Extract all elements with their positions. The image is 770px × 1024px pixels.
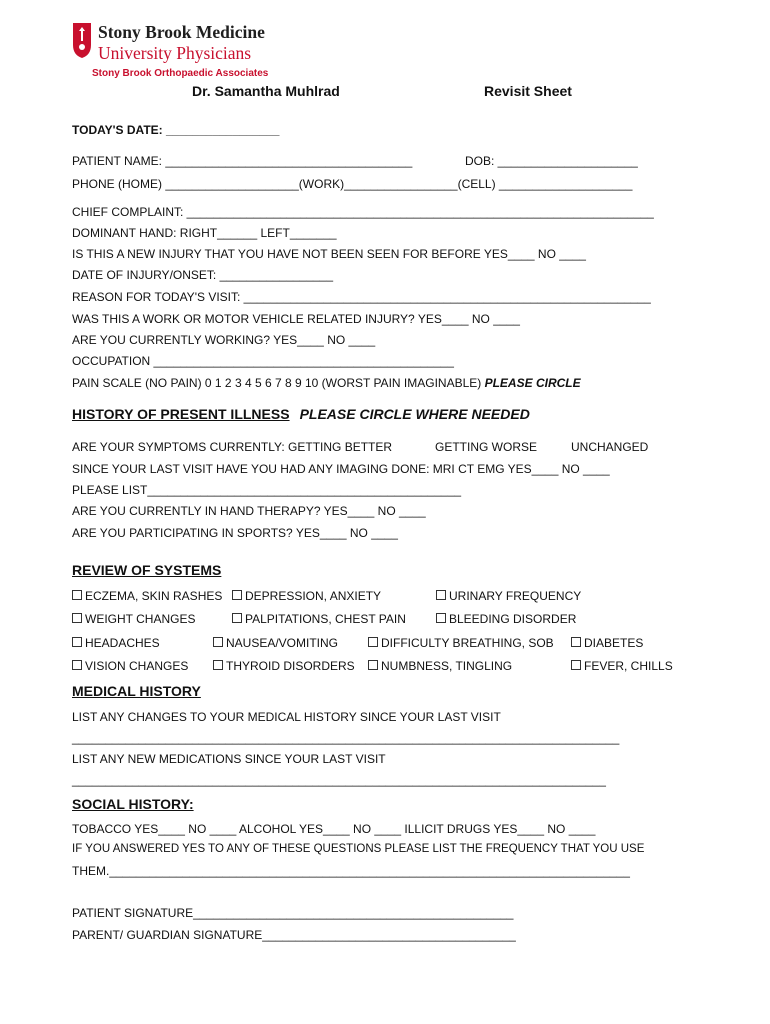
checkbox-icon[interactable] [232, 613, 242, 623]
ros-item[interactable]: HEADACHES [72, 636, 160, 650]
checkbox-icon[interactable] [72, 590, 82, 600]
imaging-list-field[interactable]: PLEASE LIST_______________________________________________ [72, 483, 462, 497]
checkbox-icon[interactable] [232, 590, 242, 600]
hpi-note: PLEASE CIRCLE WHERE NEEDED [299, 406, 530, 422]
history-changes-label: LIST ANY CHANGES TO YOUR MEDICAL HISTORY SINCE YOUR LAST VISIT [72, 710, 501, 724]
practice-name: Stony Brook Orthopaedic Associates [92, 68, 269, 79]
ros-item[interactable]: DIFFICULTY BREATHING, SOB [368, 636, 554, 650]
chief-complaint-field[interactable]: CHIEF COMPLAINT: ______________________________________________________________________ [72, 205, 654, 219]
dominant-hand-field[interactable]: DOMINANT HAND: RIGHT______ LEFT_______ [72, 226, 337, 240]
checkbox-icon[interactable] [213, 660, 223, 670]
patient-name-field[interactable]: PATIENT NAME: _____________________________________ [72, 154, 413, 168]
symptoms-better-option[interactable]: ARE YOUR SYMPTOMS CURRENTLY: GETTING BETTER [72, 440, 393, 454]
ros-item[interactable]: THYROID DISORDERS [213, 659, 355, 673]
frequency-instructions: IF YOU ANSWERED YES TO ANY OF THESE QUESTIONS PLEASE LIST THE FREQUENCY THAT YOU USE [72, 843, 645, 855]
hpi-heading-row [72, 406, 530, 424]
please-circle-note: PLEASE CIRCLE [484, 376, 581, 390]
checkbox-icon[interactable] [72, 637, 82, 647]
injury-date-field[interactable]: DATE OF INJURY/ONSET: _________________ [72, 268, 334, 282]
substance-use-field[interactable]: TOBACCO YES____ NO ____ ALCOHOL YES____ NO ____ ILLICIT DRUGS YES____ NO ____ [72, 822, 596, 836]
work-related-field[interactable]: WAS THIS A WORK OR MOTOR VEHICLE RELATED INJURY? YES____ NO ____ [72, 312, 520, 326]
new-meds-line[interactable]: ________________________________________________________________________________ [72, 773, 606, 787]
occupation-field[interactable]: OCCUPATION _____________________________________________ [72, 354, 454, 368]
currently-working-field[interactable]: ARE YOU CURRENTLY WORKING? YES____ NO ____ [72, 333, 376, 347]
symptoms-unchanged-option[interactable]: UNCHANGED [571, 440, 649, 454]
ros-item[interactable]: DIABETES [571, 636, 643, 650]
ros-item[interactable]: WEIGHT CHANGES [72, 612, 195, 626]
ros-item[interactable]: ECZEMA, SKIN RASHES [72, 589, 222, 603]
history-changes-line[interactable]: __________________________________________________________________________________ [72, 731, 620, 745]
checkbox-icon[interactable] [72, 660, 82, 670]
pain-scale-label: PAIN SCALE (NO PAIN) 0 1 2 3 4 5 6 7 8 9 10 (WORST PAIN IMAGINABLE) [72, 376, 485, 390]
ros-item[interactable]: BLEEDING DISORDER [436, 612, 576, 626]
ros-heading: REVIEW OF SYSTEMS [72, 562, 222, 578]
patient-signature-field[interactable]: PATIENT SIGNATURE________________________________________________ [72, 906, 514, 920]
new-meds-label: LIST ANY NEW MEDICATIONS SINCE YOUR LAST VISIT [72, 752, 386, 766]
imaging-field[interactable]: SINCE YOUR LAST VISIT HAVE YOU HAD ANY IMAGING DONE: MRI CT EMG YES____ NO ____ [72, 462, 610, 476]
checkbox-icon[interactable] [571, 637, 581, 647]
checkbox-icon[interactable] [368, 660, 378, 670]
form-title: Revisit Sheet [484, 83, 572, 99]
guardian-signature-field[interactable]: PARENT/ GUARDIAN SIGNATURE______________________________________ [72, 928, 516, 942]
todays-date-field[interactable]: TODAY'S DATE: _________________ [72, 123, 280, 137]
stony-brook-shield-logo [71, 21, 93, 59]
social-history-heading: SOCIAL HISTORY: [72, 796, 194, 812]
doctor-name: Dr. Samantha Muhlrad [192, 83, 340, 99]
checkbox-icon[interactable] [213, 637, 223, 647]
checkbox-icon[interactable] [571, 660, 581, 670]
brand-subname: University Physicians [98, 43, 252, 63]
visit-reason-field[interactable]: REASON FOR TODAY'S VISIT: _____________________________________________________________ [72, 290, 651, 304]
medical-history-heading: MEDICAL HISTORY [72, 683, 201, 699]
brand-name: Stony Brook Medicine [98, 22, 265, 42]
checkbox-icon[interactable] [72, 613, 82, 623]
dob-field[interactable]: DOB: _____________________ [465, 154, 638, 168]
ros-item[interactable]: URINARY FREQUENCY [436, 589, 581, 603]
frequency-field[interactable]: THEM.______________________________________________________________________________ [72, 864, 630, 878]
sports-field[interactable]: ARE YOU PARTICIPATING IN SPORTS? YES____ NO ____ [72, 526, 398, 540]
checkbox-icon[interactable] [436, 590, 446, 600]
symptoms-worse-option[interactable]: GETTING WORSE [435, 440, 537, 454]
ros-item[interactable]: NAUSEA/VOMITING [213, 636, 338, 650]
pain-scale-row[interactable] [72, 376, 581, 390]
phone-field[interactable]: PHONE (HOME) ____________________(WORK)_________________(CELL) ____________________ [72, 177, 633, 191]
ros-item[interactable]: VISION CHANGES [72, 659, 188, 673]
hpi-heading: HISTORY OF PRESENT ILLNESS [72, 406, 290, 422]
ros-item[interactable]: NUMBNESS, TINGLING [368, 659, 512, 673]
ros-item[interactable]: PALPITATIONS, CHEST PAIN [232, 612, 406, 626]
hand-therapy-field[interactable]: ARE YOU CURRENTLY IN HAND THERAPY? YES____ NO ____ [72, 504, 426, 518]
checkbox-icon[interactable] [436, 613, 446, 623]
checkbox-icon[interactable] [368, 637, 378, 647]
new-injury-field[interactable]: IS THIS A NEW INJURY THAT YOU HAVE NOT BEEN SEEN FOR BEFORE YES____ NO ____ [72, 247, 586, 261]
ros-item[interactable]: FEVER, CHILLS [571, 659, 673, 673]
ros-item[interactable]: DEPRESSION, ANXIETY [232, 589, 381, 603]
